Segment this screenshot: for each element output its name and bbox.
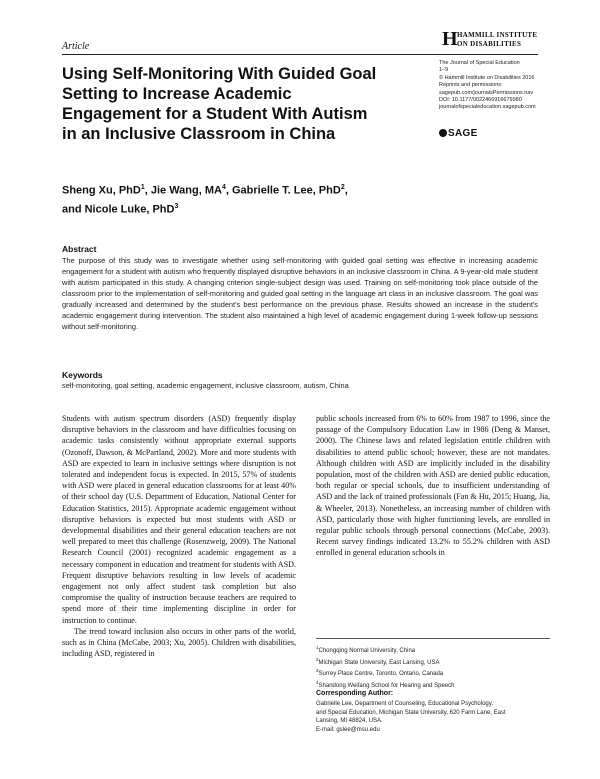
logo-text-line1: HAMMILL INSTITUTE	[457, 31, 538, 39]
sage-logo	[439, 128, 478, 139]
author-2-affiliation: 4	[221, 184, 226, 191]
copyright: © Hammill Institute on Disabilities 2016	[439, 74, 535, 81]
article-type-label: Article	[62, 41, 90, 52]
author-4: and Nicole Luke, PhD	[62, 203, 175, 216]
author-1-affiliation: 1	[140, 184, 145, 191]
author-3-affiliation: 2	[340, 184, 345, 191]
permissions-link[interactable]: sagepub.com/journalsPermissions.nav	[439, 89, 534, 96]
journal-info	[439, 60, 549, 112]
corresponding-author-details	[316, 700, 550, 734]
body-column-right	[316, 413, 550, 559]
body-column-left	[62, 413, 296, 659]
corresponding-line: Lansing, MI 48824, USA.	[316, 718, 383, 725]
corresponding-line: and Special Education, Michigan State University, 620 Farm Lane, East	[316, 709, 506, 716]
body-paragraph: Students with autism spectrum disorders (ASD) frequently display disruptive behaviors in the classroom and have difficulties focusing on academic tasks consistently without appropriate external supports (Ozonoff, Dawson, & McPartland, 2002). More and more students with ASD are expected to learn in inclusive settings where disruption is not tolerated and independent focus is expected. In 2015, 57% of students with ASD were placed in general education classrooms for at least 40% of their school day (U.S. Department of Education, National Center for Education Statistics, 2015). Appropriate academic engagement without disruptive behaviors is expected but most students with ASD or developmental disabilities and their general education teachers are not well prepared to meet this challenge (Rosenzweig, 2009). The National Research Council (2001) recognized academic engagement as a necessary component in education and treatment for students with ASD. Frequent disruptive behaviors resulting in low levels of academic engagement not only affect student task completion but also compromise the quality of instruction because teachers are required to spend more of their time implementing discipline in order for instruction to continue.	[62, 414, 296, 625]
hammill-institute-logo	[442, 29, 542, 51]
sage-logo-text: SAGE	[448, 128, 478, 139]
author-1: Sheng Xu, PhD	[62, 184, 141, 197]
affiliation-item: $^3$Surrey Place Centre, Toronto, Ontario, Canada	[316, 668, 444, 678]
logo-text-line2: ON DISABILITIES	[457, 40, 522, 48]
author-4-affiliation: 3	[174, 202, 179, 210]
footnote-divider	[316, 638, 550, 639]
page-range: 1–9	[439, 67, 449, 74]
affiliations	[316, 644, 550, 690]
sage-circle-icon	[439, 129, 447, 137]
abstract-text: The purpose of this study was to investigate whether using self-monitoring with guided goal setting was effective in increasing academic engagement for a student with autism who frequently displayed disruptive behaviors in an inclusive classroom in China. A 9-year-old male student with autism participated in this study. A changing criterion single-subject design was used. Training on self-monitoring took place outside of the classroom prior to the implementation of self-monitoring and guided goal setting in the language art class in an inclusive classroom. The goal was gradually increased and determined by the student's best performance on the previous phase. Results showed an increase in the student's academic engagement during intervention. The student also maintained a high level of academic engagement during 1-week follow-up sessions without self-monitoring.	[62, 256, 538, 331]
affiliation-item: $^4$Shandong Weifang School for Hearing and Speech	[316, 679, 455, 689]
corresponding-author-heading: Corresponding Author:	[316, 690, 394, 697]
journal-name: The Journal of Special Education	[439, 60, 520, 66]
doi[interactable]: DOI: 10.1177/0022466916679980	[439, 97, 522, 104]
body-paragraph: public schools increased from 6% to 60% from 1987 to 1996, since the passage of the Compulsory Education Law in 1986 (Deng & Manset, 2000). The Chinese laws and related legislation entitle children with disabilities to attend public school; however, these are not mandates. Although children with ASD are implicitly included in the disability population, most of the children with ASD are denied public education, both regular or special schools, due to insufficient understanding of ASD and the lack of trained professionals (Fan & Hu, 2015; Huang, Jia, & Wheeler, 2013). Nonetheless, an increasing number of children with ASD, particularly those with higher functioning levels, are enrolled in regular public schools through personal connections (McCabe, 2003). Recent survey findings indicated 13.2% to 55.2% children with ASD enrolled in general education schools in	[316, 414, 550, 558]
affiliation-item: $^1$Chongqing Normal University, China	[316, 645, 416, 654]
author-separator: ,	[344, 184, 348, 197]
body-paragraph: The trend toward inclusion also occurs in other parts of the world, such as in China (McCabe, 2003; Xu, 2005). Children with disabilities, including ASD, registered in	[62, 626, 296, 659]
affiliation-item: $^2$Michigan State University, East Lansing, USA	[316, 656, 440, 666]
keywords-heading: Keywords	[62, 370, 103, 380]
journal-url[interactable]: journalofspecialeducation.sagepub.com	[439, 104, 536, 111]
corresponding-line: Gabrielle Lee, Department of Counseling, Educational Psychology,	[316, 701, 493, 707]
corresponding-email[interactable]: E-mail: gslee@msu.edu	[316, 726, 380, 733]
header-divider	[62, 54, 538, 55]
abstract-heading: Abstract	[62, 244, 97, 254]
logo-mark-icon: H	[442, 28, 458, 50]
author-2: , Jie Wang, MA	[144, 184, 222, 197]
author-3: , Gabrielle T. Lee, PhD	[225, 184, 341, 197]
article-title: Using Self-Monitoring With Guided Goal Setting to Increase Academic Engagement for a Student With Autism in an Inclusive Classroom in China	[62, 65, 377, 143]
author-list	[62, 180, 422, 217]
keywords-text: self-monitoring, goal setting, academic engagement, inclusive classroom, autism, China	[62, 381, 349, 390]
reprints-label: Reprints and permissions:	[439, 82, 503, 89]
